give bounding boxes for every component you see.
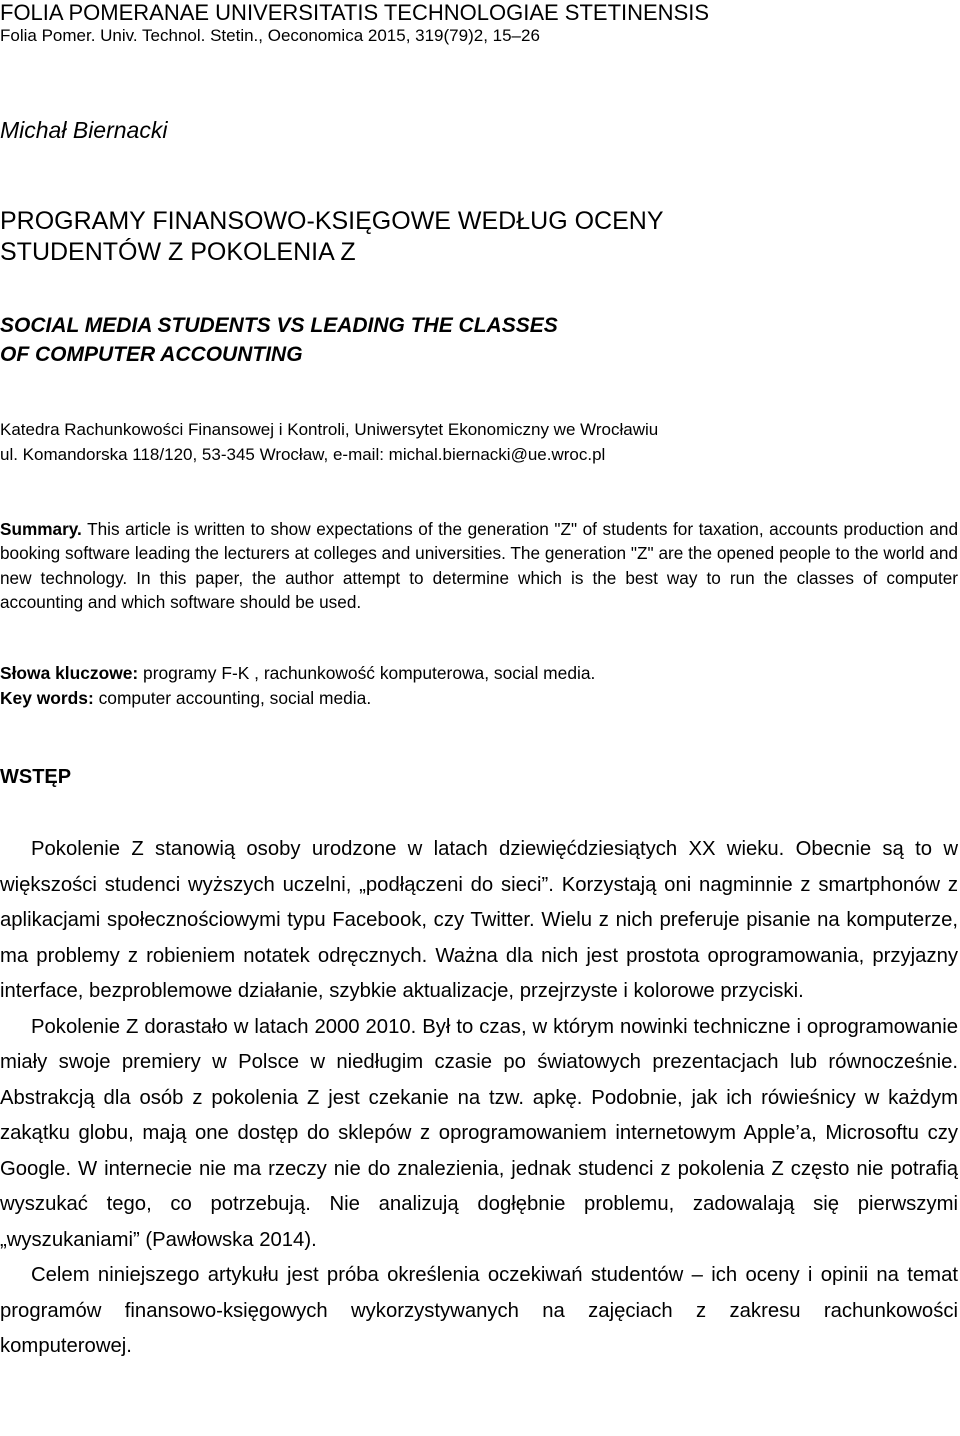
keywords-en-label: Key words:: [0, 688, 94, 708]
journal-title: FOLIA POMERANAE UNIVERSITATIS TECHNOLOGIAE STETINENSIS: [0, 0, 710, 25]
journal-citation: Folia Pomer. Univ. Technol. Stetin., Oeconomica 2015, 319(79)2, 15–26: [0, 26, 540, 45]
summary-text: This article is written to show expectations of the generation "Z" of students for taxation, accounts production and booking software leading the lecturers at colleges and universities. The generation "Z" are the opened people to the world and new technology. In this paper, the author attempt to determine which is the best way to run the classes of computer accounting and which software should be used.: [0, 519, 958, 612]
keywords-pl-text: programy F-K , rachunkowość komputerowa, social media.: [138, 663, 596, 683]
keywords-pl-label: Słowa kluczowe:: [0, 663, 139, 683]
body-text: [0, 832, 958, 1365]
author-name: Michał Biernacki: [0, 117, 168, 143]
keywords-en: [0, 688, 371, 709]
paragraph-3: Celem niniejszego artykułu jest próba określenia oczekiwań studentów – ich oceny i opinii na temat programów finansowo-księgowych wykorzystywanych na zajęciach z zakresu rachunkowości komputerowej.: [0, 1264, 958, 1357]
title-en-line1: SOCIAL MEDIA STUDENTS VS LEADING THE CLASSES: [0, 314, 558, 337]
keywords-en-text: computer accounting, social media.: [93, 688, 372, 708]
title-pl-line1: PROGRAMY FINANSOWO-KSIĘGOWE WEDŁUG OCENY: [0, 207, 664, 235]
title-en-line2: OF COMPUTER ACCOUNTING: [0, 343, 303, 366]
keywords-pl: [0, 663, 595, 684]
summary-block: [0, 517, 958, 614]
affiliation-line1: Katedra Rachunkowości Finansowej i Kontroli, Uniwersytet Ekonomiczny we Wrocławiu: [0, 420, 659, 439]
section-heading: WSTĘP: [0, 766, 72, 788]
paragraph-1: Pokolenie Z stanowią osoby urodzone w latach dziewięćdziesiątych XX wieku. Obecnie są to w większości studenci wyższych uczelni, „podłączeni do sieci”. Korzystają oni nagminnie z smartphonów z aplikacjami społecznościowymi typu Facebook, czy Twitter. Wielu z nich preferuje pisanie na komputerze, ma problemy z robieniem notatek odręcznych. Ważna dla nich jest prostota oprogramowania, przyjazny interface, bezproblemowe działanie, szybkie aktualizacje, przejrzyste i kolorowe przyciski.: [0, 838, 958, 1002]
summary-label: Summary.: [0, 519, 82, 539]
affiliation-line2: ul. Komandorska 118/120, 53-345 Wrocław, e-mail: michal.biernacki@ue.wroc.pl: [0, 445, 606, 464]
paragraph-2: Pokolenie Z dorastało w latach 2000 2010. Był to czas, w którym nowinki techniczne i oprogramowanie miały swoje premiery w Polsce w niedługim czasie po światowych prezentacjach lub równocześnie. Abstrakcją dla osób z pokolenia Z jest czekanie na tzw. apkę. Podobnie, jak ich rówieśnicy w każdym zakątku globu, mają one dostęp do sklepów z oprogramowaniem internetowym Apple’a, Microsoftu czy Google. W internecie nie ma rzeczy nie do znalezienia, jednak studenci z pokolenia Z często nie potrafią wyszukać tego, co potrzebują. Nie analizują dogłębnie problemu, zadowalają się pierwszymi „wyszukaniami” (Pawłowska 2014).: [0, 1015, 958, 1251]
title-pl-line2: STUDENTÓW Z POKOLENIA Z: [0, 238, 356, 266]
